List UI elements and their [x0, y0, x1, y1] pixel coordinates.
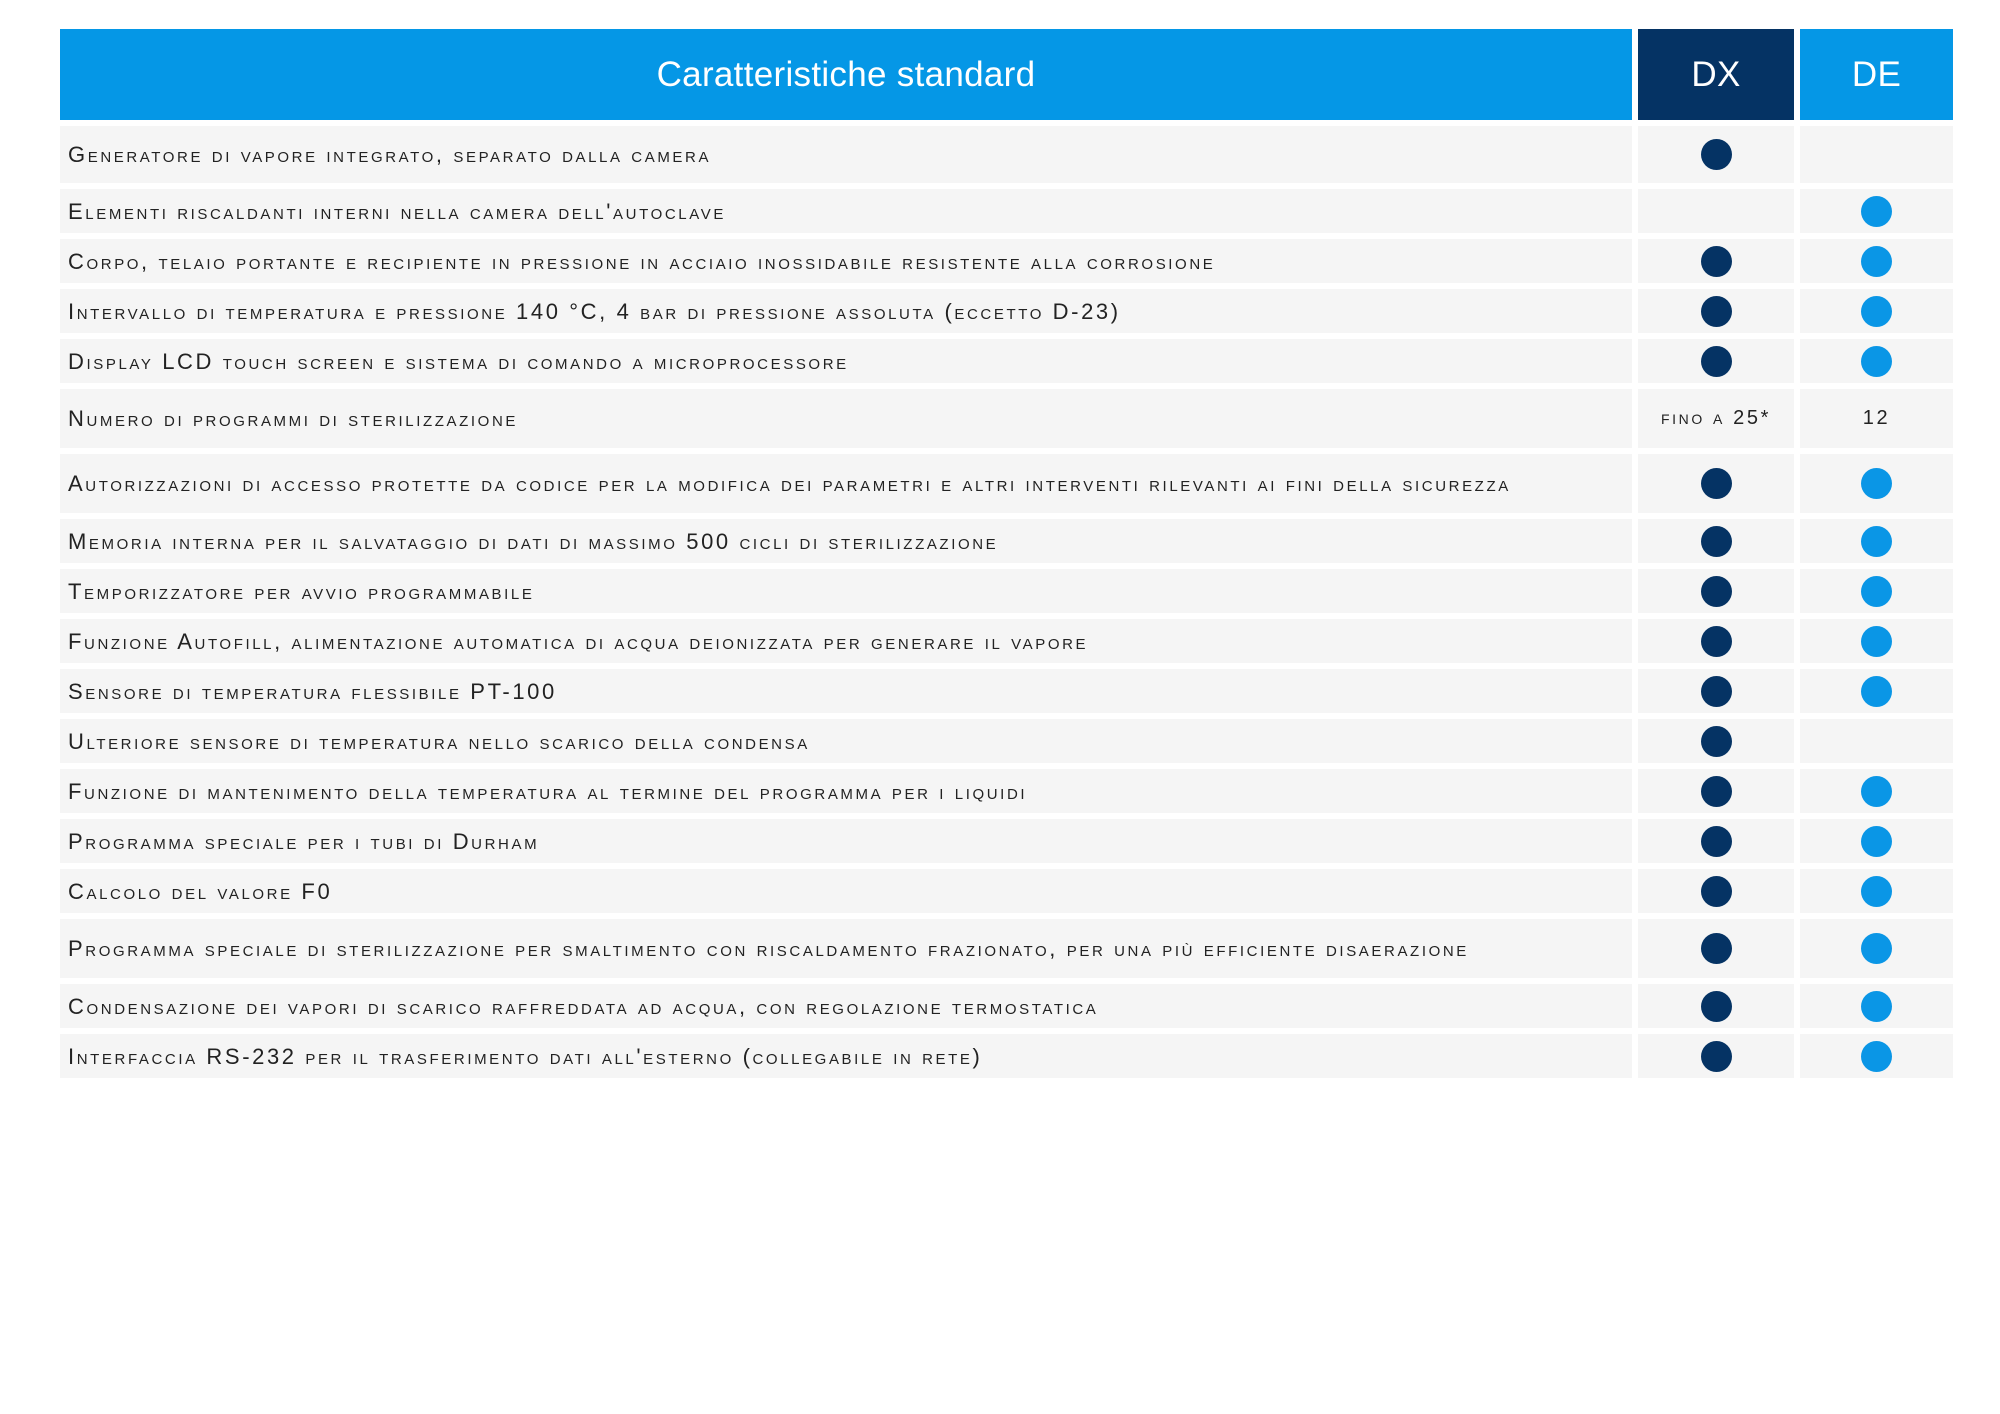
feature-cell: Temporizzatore per avvio programmabile	[60, 569, 1632, 613]
de-cell	[1800, 669, 1953, 713]
header-de: DE	[1800, 29, 1953, 120]
de-cell	[1800, 819, 1953, 863]
dx-cell	[1638, 869, 1794, 913]
de-included-dot-icon	[1861, 991, 1892, 1022]
dx-cell	[1638, 239, 1794, 283]
de-cell	[1800, 984, 1953, 1028]
feature-cell: Condensazione dei vapori di scarico raffreddata ad acqua, con regolazione termostatica	[60, 984, 1632, 1028]
feature-cell: Numero di programmi di sterilizzazione	[60, 389, 1632, 448]
feature-cell: Generatore di vapore integrato, separato dalla camera	[60, 126, 1632, 183]
dx-included-dot-icon	[1701, 468, 1732, 499]
de-cell	[1800, 454, 1953, 513]
de-cell	[1800, 719, 1953, 763]
dx-included-dot-icon	[1701, 1041, 1732, 1072]
feature-cell: Interfaccia RS-232 per il trasferimento dati all'esterno (collegabile in rete)	[60, 1034, 1632, 1078]
header-features: Caratteristiche standard	[60, 29, 1632, 120]
feature-cell: Elementi riscaldanti interni nella camera dell'autoclave	[60, 189, 1632, 233]
feature-cell: Funzione di mantenimento della temperatura al termine del programma per i liquidi	[60, 769, 1632, 813]
dx-cell	[1638, 339, 1794, 383]
de-value: 12	[1862, 407, 1891, 429]
de-cell	[1800, 289, 1953, 333]
features-table	[60, 29, 1953, 1078]
dx-included-dot-icon	[1701, 776, 1732, 807]
feature-cell: Ulteriore sensore di temperatura nello scarico della condensa	[60, 719, 1632, 763]
dx-cell	[1638, 1034, 1794, 1078]
de-included-dot-icon	[1861, 1041, 1892, 1072]
dx-included-dot-icon	[1701, 626, 1732, 657]
header-dx: DX	[1638, 29, 1794, 120]
de-included-dot-icon	[1861, 246, 1892, 277]
feature-cell: Programma speciale di sterilizzazione per smaltimento con riscaldamento frazionato, per una più efficiente disaerazione	[60, 919, 1632, 978]
feature-cell: Programma speciale per i tubi di Durham	[60, 819, 1632, 863]
dx-cell	[1638, 719, 1794, 763]
dx-included-dot-icon	[1701, 576, 1732, 607]
de-cell	[1800, 519, 1953, 563]
de-cell	[1800, 619, 1953, 663]
de-cell	[1800, 189, 1953, 233]
dx-cell	[1638, 984, 1794, 1028]
dx-included-dot-icon	[1701, 526, 1732, 557]
de-included-dot-icon	[1861, 626, 1892, 657]
feature-cell: Calcolo del valore F0	[60, 869, 1632, 913]
de-included-dot-icon	[1861, 576, 1892, 607]
dx-included-dot-icon	[1701, 991, 1732, 1022]
de-included-dot-icon	[1861, 876, 1892, 907]
de-included-dot-icon	[1861, 346, 1892, 377]
de-included-dot-icon	[1861, 296, 1892, 327]
dx-cell	[1638, 454, 1794, 513]
dx-cell	[1638, 669, 1794, 713]
dx-included-dot-icon	[1701, 676, 1732, 707]
feature-cell: Autorizzazioni di accesso protette da codice per la modifica dei parametri e altri interventi rilevanti ai fini della sicurezza	[60, 454, 1632, 513]
de-included-dot-icon	[1861, 196, 1892, 227]
feature-cell: Funzione Autofill, alimentazione automatica di acqua deionizzata per generare il vapore	[60, 619, 1632, 663]
de-cell	[1800, 239, 1953, 283]
dx-included-dot-icon	[1701, 726, 1732, 757]
de-cell	[1800, 126, 1953, 183]
de-cell	[1800, 769, 1953, 813]
feature-cell: Sensore di temperatura flessibile PT-100	[60, 669, 1632, 713]
de-included-dot-icon	[1861, 526, 1892, 557]
de-included-dot-icon	[1861, 933, 1892, 964]
de-included-dot-icon	[1861, 776, 1892, 807]
feature-cell: Memoria interna per il salvataggio di dati di massimo 500 cicli di sterilizzazione	[60, 519, 1632, 563]
dx-value: fino a 25*	[1661, 407, 1771, 429]
dx-cell	[1638, 519, 1794, 563]
dx-cell	[1638, 619, 1794, 663]
feature-cell: Display LCD touch screen e sistema di comando a microprocessore	[60, 339, 1632, 383]
dx-included-dot-icon	[1701, 246, 1732, 277]
de-included-dot-icon	[1861, 676, 1892, 707]
feature-cell: Intervallo di temperatura e pressione 140 °C, 4 bar di pressione assoluta (eccetto D-23)	[60, 289, 1632, 333]
dx-included-dot-icon	[1701, 139, 1732, 170]
dx-cell	[1638, 389, 1794, 448]
de-included-dot-icon	[1861, 826, 1892, 857]
de-cell	[1800, 919, 1953, 978]
feature-cell: Corpo, telaio portante e recipiente in pressione in acciaio inossidabile resistente alla corrosione	[60, 239, 1632, 283]
dx-included-dot-icon	[1701, 876, 1732, 907]
dx-included-dot-icon	[1701, 296, 1732, 327]
dx-cell	[1638, 769, 1794, 813]
dx-included-dot-icon	[1701, 346, 1732, 377]
de-cell	[1800, 389, 1953, 448]
dx-cell	[1638, 919, 1794, 978]
de-cell	[1800, 1034, 1953, 1078]
dx-cell	[1638, 819, 1794, 863]
de-cell	[1800, 339, 1953, 383]
de-cell	[1800, 869, 1953, 913]
dx-cell	[1638, 569, 1794, 613]
dx-included-dot-icon	[1701, 826, 1732, 857]
dx-included-dot-icon	[1701, 933, 1732, 964]
de-included-dot-icon	[1861, 468, 1892, 499]
dx-cell	[1638, 289, 1794, 333]
de-cell	[1800, 569, 1953, 613]
dx-cell	[1638, 126, 1794, 183]
dx-cell	[1638, 189, 1794, 233]
